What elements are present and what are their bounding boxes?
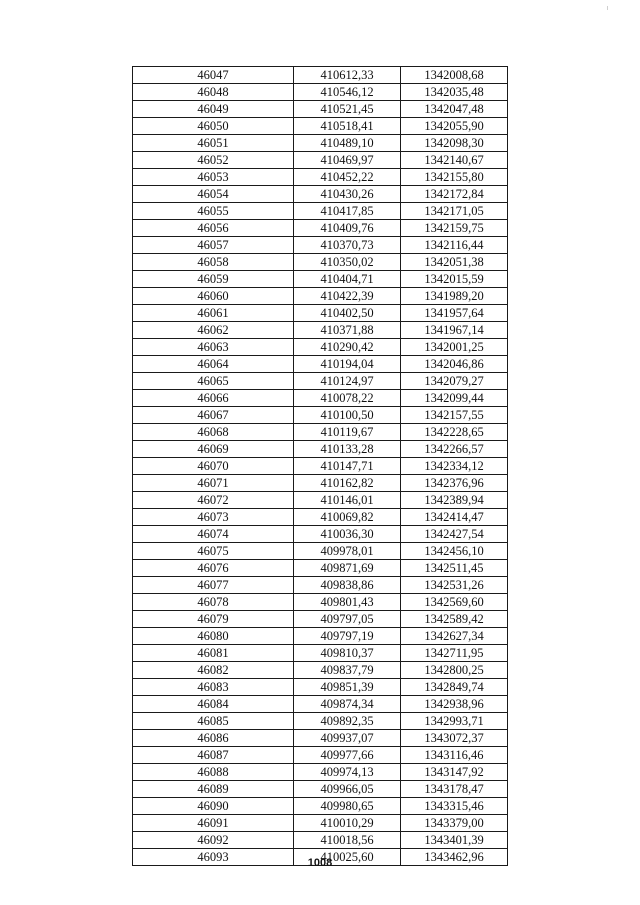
point-number-cell: 46087 xyxy=(133,747,294,764)
y-coordinate-cell: 1342055,90 xyxy=(401,118,508,135)
table-row xyxy=(133,339,508,356)
y-coordinate-cell: 1343315,46 xyxy=(401,798,508,815)
y-coordinate-cell: 1343379,00 xyxy=(401,815,508,832)
y-coordinate-cell: 1342389,94 xyxy=(401,492,508,509)
table-row xyxy=(133,798,508,815)
x-coordinate-cell: 409871,69 xyxy=(294,560,401,577)
table-row xyxy=(133,611,508,628)
table-row xyxy=(133,152,508,169)
x-coordinate-cell: 410612,33 xyxy=(294,67,401,84)
table-row xyxy=(133,407,508,424)
point-number-cell: 46090 xyxy=(133,798,294,815)
table-row xyxy=(133,781,508,798)
x-coordinate-cell: 409937,07 xyxy=(294,730,401,747)
point-number-cell: 46057 xyxy=(133,237,294,254)
scan-corner-mark xyxy=(607,6,608,10)
y-coordinate-cell: 1343147,92 xyxy=(401,764,508,781)
table-row xyxy=(133,713,508,730)
point-number-cell: 46076 xyxy=(133,560,294,577)
point-number-cell: 46074 xyxy=(133,526,294,543)
y-coordinate-cell: 1342993,71 xyxy=(401,713,508,730)
x-coordinate-cell: 410162,82 xyxy=(294,475,401,492)
table-row xyxy=(133,220,508,237)
point-number-cell: 46080 xyxy=(133,628,294,645)
y-coordinate-cell: 1342711,95 xyxy=(401,645,508,662)
table-row xyxy=(133,577,508,594)
table-row xyxy=(133,186,508,203)
x-coordinate-cell: 409797,05 xyxy=(294,611,401,628)
point-number-cell: 46065 xyxy=(133,373,294,390)
coordinates-table xyxy=(132,66,508,866)
x-coordinate-cell: 409851,39 xyxy=(294,679,401,696)
x-coordinate-cell: 410469,97 xyxy=(294,152,401,169)
y-coordinate-cell: 1342008,68 xyxy=(401,67,508,84)
table-row xyxy=(133,730,508,747)
point-number-cell: 46081 xyxy=(133,645,294,662)
x-coordinate-cell: 410124,97 xyxy=(294,373,401,390)
table-row xyxy=(133,305,508,322)
y-coordinate-cell: 1342051,38 xyxy=(401,254,508,271)
y-coordinate-cell: 1342228,65 xyxy=(401,424,508,441)
y-coordinate-cell: 1342035,48 xyxy=(401,84,508,101)
x-coordinate-cell: 409837,79 xyxy=(294,662,401,679)
point-number-cell: 46089 xyxy=(133,781,294,798)
y-coordinate-cell: 1342800,25 xyxy=(401,662,508,679)
table-row xyxy=(133,662,508,679)
point-number-cell: 46063 xyxy=(133,339,294,356)
y-coordinate-cell: 1342627,34 xyxy=(401,628,508,645)
page-number: 1008 xyxy=(307,857,333,869)
table-row xyxy=(133,67,508,84)
table-row xyxy=(133,509,508,526)
y-coordinate-cell: 1342849,74 xyxy=(401,679,508,696)
table-row xyxy=(133,832,508,849)
point-number-cell: 46083 xyxy=(133,679,294,696)
table-row xyxy=(133,424,508,441)
point-number-cell: 46072 xyxy=(133,492,294,509)
table-row xyxy=(133,135,508,152)
x-coordinate-cell: 410133,28 xyxy=(294,441,401,458)
y-coordinate-cell: 1342140,67 xyxy=(401,152,508,169)
x-coordinate-cell: 409974,13 xyxy=(294,764,401,781)
x-coordinate-cell: 410350,02 xyxy=(294,254,401,271)
table-row xyxy=(133,203,508,220)
x-coordinate-cell: 410069,82 xyxy=(294,509,401,526)
y-coordinate-cell: 1342427,54 xyxy=(401,526,508,543)
point-number-cell: 46050 xyxy=(133,118,294,135)
y-coordinate-cell: 1342589,42 xyxy=(401,611,508,628)
table-row xyxy=(133,679,508,696)
x-coordinate-cell: 410430,26 xyxy=(294,186,401,203)
y-coordinate-cell: 1342099,44 xyxy=(401,390,508,407)
x-coordinate-cell: 410078,22 xyxy=(294,390,401,407)
point-number-cell: 46059 xyxy=(133,271,294,288)
y-coordinate-cell: 1343462,96 xyxy=(401,849,508,866)
point-number-cell: 46082 xyxy=(133,662,294,679)
table-row xyxy=(133,373,508,390)
x-coordinate-cell: 409980,65 xyxy=(294,798,401,815)
x-coordinate-cell: 410147,71 xyxy=(294,458,401,475)
table-row xyxy=(133,101,508,118)
table-row xyxy=(133,356,508,373)
table-row xyxy=(133,696,508,713)
y-coordinate-cell: 1343401,39 xyxy=(401,832,508,849)
coordinates-table-body xyxy=(133,67,508,866)
table-row xyxy=(133,543,508,560)
point-number-cell: 46054 xyxy=(133,186,294,203)
x-coordinate-cell: 409892,35 xyxy=(294,713,401,730)
table-row xyxy=(133,475,508,492)
x-coordinate-cell: 410119,67 xyxy=(294,424,401,441)
point-number-cell: 46052 xyxy=(133,152,294,169)
point-number-cell: 46067 xyxy=(133,407,294,424)
y-coordinate-cell: 1342376,96 xyxy=(401,475,508,492)
x-coordinate-cell: 409978,01 xyxy=(294,543,401,560)
y-coordinate-cell: 1343116,46 xyxy=(401,747,508,764)
x-coordinate-cell: 409810,37 xyxy=(294,645,401,662)
point-number-cell: 46061 xyxy=(133,305,294,322)
x-coordinate-cell: 410100,50 xyxy=(294,407,401,424)
point-number-cell: 46075 xyxy=(133,543,294,560)
point-number-cell: 46069 xyxy=(133,441,294,458)
y-coordinate-cell: 1342159,75 xyxy=(401,220,508,237)
table-row xyxy=(133,458,508,475)
x-coordinate-cell: 410036,30 xyxy=(294,526,401,543)
y-coordinate-cell: 1341957,64 xyxy=(401,305,508,322)
point-number-cell: 46047 xyxy=(133,67,294,84)
table-row xyxy=(133,288,508,305)
point-number-cell: 46062 xyxy=(133,322,294,339)
y-coordinate-cell: 1342047,48 xyxy=(401,101,508,118)
y-coordinate-cell: 1342171,05 xyxy=(401,203,508,220)
table-row xyxy=(133,594,508,611)
x-coordinate-cell: 410521,45 xyxy=(294,101,401,118)
y-coordinate-cell: 1341967,14 xyxy=(401,322,508,339)
table-row xyxy=(133,271,508,288)
table-row xyxy=(133,628,508,645)
x-coordinate-cell: 410518,41 xyxy=(294,118,401,135)
point-number-cell: 46053 xyxy=(133,169,294,186)
x-coordinate-cell: 409838,86 xyxy=(294,577,401,594)
table-row xyxy=(133,390,508,407)
x-coordinate-cell: 410010,29 xyxy=(294,815,401,832)
table-row xyxy=(133,492,508,509)
x-coordinate-cell: 410489,10 xyxy=(294,135,401,152)
point-number-cell: 46085 xyxy=(133,713,294,730)
y-coordinate-cell: 1343178,47 xyxy=(401,781,508,798)
x-coordinate-cell: 410290,42 xyxy=(294,339,401,356)
x-coordinate-cell: 409966,05 xyxy=(294,781,401,798)
table-row xyxy=(133,441,508,458)
point-number-cell: 46084 xyxy=(133,696,294,713)
y-coordinate-cell: 1342569,60 xyxy=(401,594,508,611)
point-number-cell: 46086 xyxy=(133,730,294,747)
point-number-cell: 46070 xyxy=(133,458,294,475)
x-coordinate-cell: 410025,60 xyxy=(294,849,401,866)
y-coordinate-cell: 1342001,25 xyxy=(401,339,508,356)
table-row xyxy=(133,764,508,781)
point-number-cell: 46064 xyxy=(133,356,294,373)
point-number-cell: 46093 xyxy=(133,849,294,866)
y-coordinate-cell: 1342172,84 xyxy=(401,186,508,203)
point-number-cell: 46055 xyxy=(133,203,294,220)
x-coordinate-cell: 410452,22 xyxy=(294,169,401,186)
x-coordinate-cell: 409801,43 xyxy=(294,594,401,611)
table-row xyxy=(133,254,508,271)
point-number-cell: 46066 xyxy=(133,390,294,407)
y-coordinate-cell: 1341989,20 xyxy=(401,288,508,305)
y-coordinate-cell: 1342511,45 xyxy=(401,560,508,577)
y-coordinate-cell: 1342456,10 xyxy=(401,543,508,560)
x-coordinate-cell: 409977,66 xyxy=(294,747,401,764)
point-number-cell: 46073 xyxy=(133,509,294,526)
x-coordinate-cell: 410409,76 xyxy=(294,220,401,237)
table-row xyxy=(133,118,508,135)
x-coordinate-cell: 410371,88 xyxy=(294,322,401,339)
table-row xyxy=(133,237,508,254)
x-coordinate-cell: 410422,39 xyxy=(294,288,401,305)
table-row xyxy=(133,322,508,339)
point-number-cell: 46058 xyxy=(133,254,294,271)
point-number-cell: 46049 xyxy=(133,101,294,118)
y-coordinate-cell: 1342116,44 xyxy=(401,237,508,254)
point-number-cell: 46060 xyxy=(133,288,294,305)
y-coordinate-cell: 1342155,80 xyxy=(401,169,508,186)
y-coordinate-cell: 1342015,59 xyxy=(401,271,508,288)
y-coordinate-cell: 1343072,37 xyxy=(401,730,508,747)
point-number-cell: 46088 xyxy=(133,764,294,781)
point-number-cell: 46078 xyxy=(133,594,294,611)
table-row xyxy=(133,526,508,543)
point-number-cell: 46048 xyxy=(133,84,294,101)
table-row xyxy=(133,815,508,832)
x-coordinate-cell: 410018,56 xyxy=(294,832,401,849)
y-coordinate-cell: 1342938,96 xyxy=(401,696,508,713)
point-number-cell: 46077 xyxy=(133,577,294,594)
point-number-cell: 46068 xyxy=(133,424,294,441)
x-coordinate-cell: 410402,50 xyxy=(294,305,401,322)
y-coordinate-cell: 1342266,57 xyxy=(401,441,508,458)
x-coordinate-cell: 410194,04 xyxy=(294,356,401,373)
point-number-cell: 46079 xyxy=(133,611,294,628)
y-coordinate-cell: 1342414,47 xyxy=(401,509,508,526)
y-coordinate-cell: 1342531,26 xyxy=(401,577,508,594)
point-number-cell: 46092 xyxy=(133,832,294,849)
x-coordinate-cell: 410370,73 xyxy=(294,237,401,254)
y-coordinate-cell: 1342098,30 xyxy=(401,135,508,152)
point-number-cell: 46056 xyxy=(133,220,294,237)
x-coordinate-cell: 410146,01 xyxy=(294,492,401,509)
x-coordinate-cell: 410404,71 xyxy=(294,271,401,288)
x-coordinate-cell: 410417,85 xyxy=(294,203,401,220)
x-coordinate-cell: 409797,19 xyxy=(294,628,401,645)
point-number-cell: 46071 xyxy=(133,475,294,492)
x-coordinate-cell: 410546,12 xyxy=(294,84,401,101)
table-row xyxy=(133,645,508,662)
y-coordinate-cell: 1342334,12 xyxy=(401,458,508,475)
table-row xyxy=(133,747,508,764)
y-coordinate-cell: 1342157,55 xyxy=(401,407,508,424)
y-coordinate-cell: 1342046,86 xyxy=(401,356,508,373)
point-number-cell: 46051 xyxy=(133,135,294,152)
point-number-cell: 46091 xyxy=(133,815,294,832)
table-row xyxy=(133,84,508,101)
table-row xyxy=(133,169,508,186)
y-coordinate-cell: 1342079,27 xyxy=(401,373,508,390)
x-coordinate-cell: 409874,34 xyxy=(294,696,401,713)
table-row xyxy=(133,560,508,577)
